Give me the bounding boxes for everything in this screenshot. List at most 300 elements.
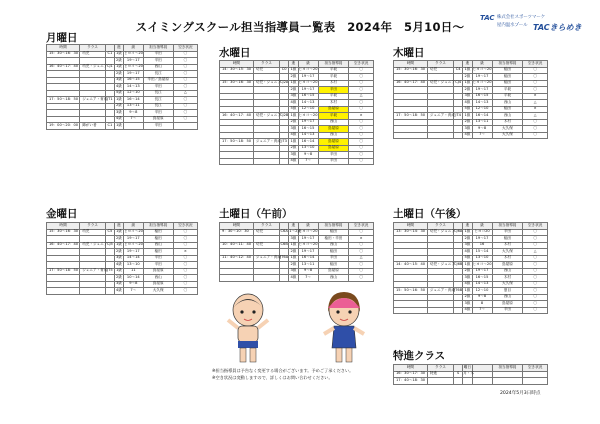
table-row <box>47 123 198 130</box>
table-cell: 稲田 <box>318 229 349 236</box>
table-cell: C6B <box>280 242 289 249</box>
column-header: クラス <box>80 223 106 230</box>
table-cell: 〇 <box>349 145 374 152</box>
table-cell: CJ2B <box>280 113 289 120</box>
column-header: 時間 <box>394 365 428 372</box>
table-cell: 辛田 <box>143 58 173 65</box>
logo-mark: TAC <box>480 14 495 22</box>
table-cell <box>280 158 289 165</box>
logo-line-1: 株式会社スポーツマーケ <box>497 15 546 20</box>
table-cell: 1級 <box>114 51 123 58</box>
table-cell: 稲田 <box>492 106 523 113</box>
table-cell: × <box>523 93 548 100</box>
table-cell: 4級 <box>114 84 123 91</box>
table-cell: ジュニア・育成 <box>427 288 453 295</box>
column-header: 進 <box>289 61 298 68</box>
table-cell: 4級 <box>463 307 472 314</box>
schedule-table-special <box>393 364 548 385</box>
table-cell: 〇 <box>173 236 197 243</box>
table-cell <box>454 132 463 139</box>
table-cell: 2級 <box>289 74 298 81</box>
table-cell: 1級 <box>463 262 472 269</box>
table-cell: 西山 <box>492 100 523 107</box>
column-header: 進 <box>463 223 472 230</box>
table-cell: 3級 <box>463 301 472 308</box>
table-cell: 17：50～18：50 <box>220 139 254 146</box>
table-cell: 14～13 <box>472 281 492 288</box>
table-cell <box>220 275 254 282</box>
table-cell: 1～2級 <box>289 229 298 236</box>
table-cell: 〇 <box>523 236 548 243</box>
column-header: 担当指導員 <box>318 61 349 68</box>
table-cell: 14～13 <box>298 100 318 107</box>
table-cell: 長江 <box>143 71 173 78</box>
table-cell: 〇 <box>173 242 197 249</box>
table-cell: JT6A <box>280 255 289 262</box>
table-cell: 13：30～14：30 <box>394 229 428 236</box>
table-cell: 幼児 <box>253 67 279 74</box>
schedule-table-thu <box>393 60 548 139</box>
table-cell: 4級 <box>289 132 298 139</box>
table-cell: 19～17 <box>472 268 492 275</box>
column-header: 時間 <box>220 223 254 230</box>
column-header: クラス <box>253 61 279 68</box>
column-header: 空き状況 <box>349 61 374 68</box>
table-cell: 鳥屋原 <box>143 268 173 275</box>
column-header: 進 <box>114 45 123 52</box>
table-cell: CJ2A <box>280 80 289 87</box>
table-cell <box>173 123 197 130</box>
table-cell: ヒヨコ～20 <box>298 113 318 120</box>
table-cell <box>492 378 523 385</box>
table-cell: 14：30～15：30 <box>220 67 254 74</box>
table-cell: JT5 <box>105 268 114 275</box>
table-cell: 鳥屋原 <box>318 268 349 275</box>
table-cell: △ <box>173 90 197 97</box>
day-heading-fri: 金曜日 <box>46 208 78 220</box>
table-cell <box>105 288 114 295</box>
table-cell: 2級 <box>463 87 472 94</box>
column-header: 級 <box>123 45 143 52</box>
table-cell: 1級 <box>463 113 472 120</box>
table-cell: 西山 <box>143 242 173 249</box>
column-header: 級 <box>298 61 318 68</box>
table-cell <box>427 307 453 314</box>
note-line: ※空き状況は変動しますので、詳しくはお問い合わせください。 <box>212 374 333 380</box>
table-row <box>47 288 198 295</box>
table-cell: 16～15 <box>472 93 492 100</box>
table-cell <box>454 307 463 314</box>
table-cell: 〇 <box>523 229 548 236</box>
table-cell: 〇 <box>523 242 548 249</box>
table-cell: 9～8 <box>472 126 492 133</box>
table-cell: 〇 <box>349 268 374 275</box>
table-cell: 〇 <box>523 301 548 308</box>
table-cell: 1級 <box>114 97 123 104</box>
column-header: 時間 <box>394 61 428 68</box>
table-cell: 西山 <box>143 275 173 282</box>
table-cell: 幼児・ジュニア <box>253 113 279 120</box>
table-cell: 14：40～15：40 <box>394 262 428 269</box>
table-cell: 幼児 <box>253 242 279 249</box>
table-cell: 〇 <box>523 87 548 94</box>
table-cell <box>394 307 428 314</box>
table-cell: 西山 <box>492 294 523 301</box>
table-cell: 〇 <box>523 74 548 81</box>
day-heading-thu: 木曜日 <box>393 47 425 59</box>
table-cell: 4級 <box>289 158 298 165</box>
table-cell: 10：40～11：40 <box>220 242 254 249</box>
table-cell: 〇 <box>349 139 374 146</box>
table-cell: C1 <box>105 51 114 58</box>
table-cell: CJ1 <box>105 64 114 71</box>
table-cell: 木村 <box>492 119 523 126</box>
table-cell: 〇 <box>523 294 548 301</box>
table-cell: 辛田 <box>143 110 173 117</box>
table-cell: 障がい者 <box>80 123 106 130</box>
child-illustration-boy <box>218 288 278 366</box>
column-header: 時間 <box>47 223 80 230</box>
table-cell: 〇 <box>173 116 197 123</box>
table-cell: 16：40～17：40 <box>47 64 80 71</box>
table-cell: 西山 <box>492 113 523 120</box>
table-cell: ヒヨコ～20 <box>123 64 143 71</box>
table-cell <box>123 123 143 130</box>
column-header: 時間 <box>47 45 80 52</box>
table-cell: 〇 <box>173 77 197 84</box>
table-cell: 辛田 <box>318 158 349 165</box>
table-cell: 〇 <box>349 262 374 269</box>
table-cell: 1級 <box>289 113 298 120</box>
table-cell: 2級 <box>289 87 298 94</box>
table-cell: 稲田 <box>143 249 173 256</box>
table-cell: 〇 <box>173 110 197 117</box>
table-cell: ヒヨコ～20 <box>123 242 143 249</box>
table-cell: 稲田・辛田 <box>318 236 349 243</box>
table-cell: 〇 <box>349 242 374 249</box>
table-cell: 13～10 <box>472 255 492 262</box>
table-cell: × <box>173 249 197 256</box>
table-cell: 19～17 <box>123 71 143 78</box>
table-cell: C5 <box>105 229 114 236</box>
table-cell: 1級 <box>289 255 298 262</box>
table-cell <box>472 378 492 385</box>
table-cell: 2級 <box>289 119 298 126</box>
table-cell: 〇 <box>523 80 548 87</box>
table-cell: ヒヨコ～20 <box>298 67 318 74</box>
column-header: 進 <box>463 61 472 68</box>
column-header: 時間 <box>394 223 428 230</box>
table-cell: 16：40～17：40 <box>394 80 428 87</box>
table-cell: 2級 <box>114 58 123 65</box>
table-cell: 15：30～16：30 <box>394 67 428 74</box>
table-row <box>394 307 548 314</box>
table-cell: 5級 <box>463 106 472 113</box>
table-cell: 12～10 <box>472 288 492 295</box>
table-cell: 14～13 <box>123 84 143 91</box>
column-header: クラス <box>80 45 106 52</box>
table-cell: 〇 <box>173 255 197 262</box>
table-cell: 17：50～18：50 <box>47 97 80 104</box>
table-cell <box>220 158 254 165</box>
table-cell: 3級 <box>289 93 298 100</box>
table-cell: 3級 <box>114 281 123 288</box>
table-cell: 4級 <box>289 275 298 282</box>
table-cell: 3級 <box>463 275 472 282</box>
table-cell: 鳥屋原 <box>318 145 349 152</box>
table-cell: 16～15 <box>298 93 318 100</box>
table-cell: 稲田 <box>143 229 173 236</box>
page-title: スイミングスクール担当指導員一覧表 2024年 5月10日～ <box>135 20 465 34</box>
table-cell: 〇 <box>349 106 374 113</box>
company-logo <box>480 14 580 38</box>
schedule-table-fri <box>46 222 198 295</box>
table-cell: 〇 <box>173 97 197 104</box>
table-cell: JT6B <box>454 288 463 295</box>
table-cell: ジュニア・育成 <box>253 255 279 262</box>
table-cell: C1 <box>105 123 114 130</box>
table-cell: 7～ <box>298 158 318 165</box>
table-cell: 稲田 <box>143 236 173 243</box>
table-cell: 〇 <box>349 80 374 87</box>
table-cell: 稲田 <box>492 236 523 243</box>
table-cell: 鳥屋原 <box>318 126 349 133</box>
table-cell: △ <box>523 113 548 120</box>
table-cell: 〇 <box>523 281 548 288</box>
table-cell: 辛田 <box>318 152 349 159</box>
table-cell: 〇 <box>173 281 197 288</box>
table-cell: ヒヨコ20 <box>472 229 492 236</box>
table-cell: 〇 <box>173 51 197 58</box>
table-cell: 〇 <box>349 126 374 133</box>
table-cell: 稲田 <box>318 249 349 256</box>
table-cell: 16～14 <box>123 97 143 104</box>
column-header: 空き状況 <box>173 223 197 230</box>
table-cell: △ <box>523 100 548 107</box>
table-cell: 3級 <box>289 126 298 133</box>
table-cell: 8 <box>472 301 492 308</box>
table-cell: 1級 <box>114 268 123 275</box>
table-cell: 稲田 <box>492 67 523 74</box>
schedule-table-wed <box>219 60 374 165</box>
table-cell: 15：30～16：30 <box>220 80 254 87</box>
table-cell: 1級 <box>289 67 298 74</box>
table-cell: 〇 <box>349 67 374 74</box>
table-cell: 16～15 <box>298 126 318 133</box>
table-cell: 4級 <box>463 249 472 256</box>
table-cell: 13～10 <box>298 145 318 152</box>
table-cell: 12～10 <box>298 106 318 113</box>
table-cell: 2級 <box>463 294 472 301</box>
child-illustration-girl <box>314 288 374 366</box>
table-cell: 大久保 <box>492 132 523 139</box>
table-cell: 16～14 <box>298 255 318 262</box>
table-cell: ヒヨコ～20 <box>123 51 143 58</box>
table-cell: 2級 <box>114 236 123 243</box>
table-cell <box>394 132 428 139</box>
table-row <box>394 378 548 385</box>
table-cell: 木村 <box>318 100 349 107</box>
table-cell: 〇 <box>523 126 548 133</box>
table-cell: 19～17 <box>472 236 492 243</box>
table-cell: 3級 <box>463 242 472 249</box>
table-cell: 幼児 <box>253 229 279 236</box>
table-cell: 9～8 <box>298 268 318 275</box>
table-cell: 幼児 <box>80 51 106 58</box>
column-header: 時間 <box>220 61 254 68</box>
table-cell: 辛田 <box>143 84 173 91</box>
table-cell: 19～17 <box>298 74 318 81</box>
table-cell: 11：40～12：40 <box>220 255 254 262</box>
schedule-table-satpm <box>393 222 548 314</box>
table-cell: 辛田 <box>143 123 173 130</box>
table-cell: 〇 <box>349 119 374 126</box>
day-heading-mon: 月曜日 <box>46 32 78 44</box>
column-header: 担当指導員 <box>143 223 173 230</box>
table-row <box>220 158 374 165</box>
table-cell: 木村 <box>492 275 523 282</box>
table-cell: 〇 <box>349 158 374 165</box>
table-cell: 特進 <box>427 371 453 378</box>
table-cell: × <box>349 113 374 120</box>
table-cell <box>280 275 289 282</box>
table-cell: JT1 <box>105 97 114 104</box>
table-cell: 19～17 <box>298 236 318 243</box>
notes <box>212 368 353 381</box>
table-cell: 平坂 <box>318 113 349 120</box>
table-cell: 辛田 <box>318 255 349 262</box>
table-cell: 〇 <box>349 229 374 236</box>
table-cell: 3級 <box>463 126 472 133</box>
table-cell: 16～15 <box>472 275 492 282</box>
table-cell: 大久保 <box>492 249 523 256</box>
table-cell <box>253 275 279 282</box>
table-cell: 4級 <box>463 100 472 107</box>
table-cell: △ <box>349 255 374 262</box>
column-header: 空き状況 <box>349 223 374 230</box>
table-cell: 幼児・ジュニア <box>427 262 453 269</box>
table-cell: 13～11 <box>123 103 143 110</box>
table-cell: 13～10 <box>123 262 143 269</box>
table-cell: 幼児・ジュニア <box>80 242 106 249</box>
table-cell: 7～ <box>123 116 143 123</box>
table-cell: 平坂 <box>492 93 523 100</box>
table-cell: △ <box>523 249 548 256</box>
table-cell: 13～11 <box>472 119 492 126</box>
column-header: 級 <box>123 223 143 230</box>
table-cell: 7～ <box>123 288 143 295</box>
table-cell: 9～8 <box>298 152 318 159</box>
table-cell: 鳥屋原 <box>318 106 349 113</box>
logo-brand: TACきらめき <box>533 23 582 32</box>
table-cell: 鳥屋原 <box>318 139 349 146</box>
table-cell: 〇 <box>523 288 548 295</box>
table-cell: 〇 <box>523 255 548 262</box>
column-header: 担当指導員 <box>492 61 523 68</box>
table-cell: 長江 <box>143 90 173 97</box>
table-cell: C0 <box>280 67 289 74</box>
column-header: 進 <box>114 223 123 230</box>
table-cell: 15：50～16：50 <box>394 288 428 295</box>
table-cell: 辛田 <box>492 307 523 314</box>
table-cell <box>80 288 106 295</box>
table-cell: 1級 <box>114 229 123 236</box>
table-cell: 〇 <box>173 103 197 110</box>
table-cell: CJ4 <box>454 80 463 87</box>
column-header: 級 <box>298 223 318 230</box>
table-cell: 16 <box>472 242 492 249</box>
table-cell: 幼児・ジュニア <box>253 80 279 87</box>
table-cell: 辛田 <box>143 255 173 262</box>
table-cell: 7～ <box>298 275 318 282</box>
table-cell: 19～17 <box>298 119 318 126</box>
logo-line-2: 屋内温水プール <box>497 23 528 28</box>
table-cell: 西山 <box>143 64 173 71</box>
table-cell: 2級 <box>463 268 472 275</box>
table-cell: 1級 <box>463 80 472 87</box>
table-cell: 16：30～17：30 <box>394 371 428 378</box>
table-cell: JT4 <box>454 113 463 120</box>
table-cell: 幼児 <box>80 229 106 236</box>
table-cell: 9～8 <box>123 281 143 288</box>
table-cell: CJ5 <box>105 242 114 249</box>
table-cell: 月・木 <box>463 371 472 378</box>
table-cell: ジュニア・育成 <box>427 113 453 120</box>
table-cell: ジュニア・育成 <box>80 268 106 275</box>
table-cell: 西山 <box>318 275 349 282</box>
table-cell: 西山 <box>318 132 349 139</box>
table-cell: 辛田 <box>143 262 173 269</box>
table-cell: 木村 <box>318 80 349 87</box>
table-cell <box>253 158 279 165</box>
table-cell: 4級 <box>289 100 298 107</box>
table-cell: 〇 <box>523 67 548 74</box>
table-row <box>394 132 548 139</box>
table-cell: 5級 <box>463 255 472 262</box>
column-header: クラス <box>427 61 453 68</box>
table-cell: ヒヨコ～20 <box>472 262 492 269</box>
table-cell: 〇 <box>523 268 548 275</box>
table-cell: CJ6A <box>454 229 463 236</box>
table-cell: 3級 <box>114 77 123 84</box>
table-cell: S <box>454 371 463 378</box>
table-cell: 大久保 <box>492 126 523 133</box>
table-row <box>220 275 374 282</box>
table-cell: 15～14 <box>472 249 492 256</box>
column-header: 担当指導員 <box>143 45 173 52</box>
table-cell: 1級 <box>289 139 298 146</box>
table-cell: 幼児・ジュニア <box>427 80 453 87</box>
table-cell: 稲田 <box>492 80 523 87</box>
table-cell: 17：40～18：30 <box>394 378 428 385</box>
table-cell: 2級 <box>289 249 298 256</box>
table-cell: 9～8 <box>472 294 492 301</box>
table-cell: 4級 <box>114 262 123 269</box>
table-cell: 19～17 <box>123 58 143 65</box>
table-cell: 平坂 <box>318 93 349 100</box>
table-cell: 鳥屋原 <box>143 116 173 123</box>
table-cell: 〇 <box>349 249 374 256</box>
table-cell: 木村 <box>492 242 523 249</box>
column-header: 級 <box>472 223 492 230</box>
table-cell: ジュニア・育成 <box>80 97 106 104</box>
table-cell: 平坂 <box>318 67 349 74</box>
table-cell: 5級 <box>289 106 298 113</box>
day-heading-wed: 水曜日 <box>219 47 251 59</box>
table-cell: 鳥屋原 <box>492 262 523 269</box>
table-cell: 4級 <box>463 132 472 139</box>
table-cell: CJ6B <box>454 262 463 269</box>
